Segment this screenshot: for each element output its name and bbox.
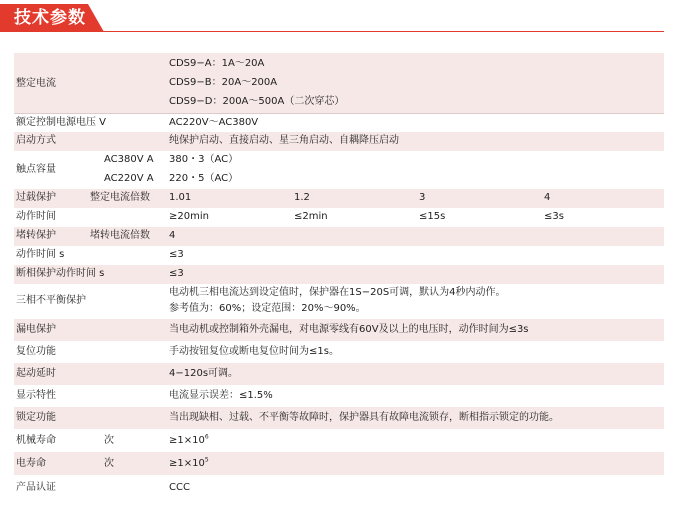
row-value: 当出现缺相、过载、不平衡等故障时，保护器具有故障电流锁存，断相指示锁定的功能。 (169, 412, 559, 423)
row-sublabel: 次 (104, 435, 114, 446)
value-exponent: 5 (204, 456, 209, 464)
table-row (14, 265, 664, 284)
table-row (14, 429, 664, 452)
row-value: 1.2 (294, 192, 310, 203)
row-label: 堵转保护 (16, 230, 56, 241)
row-value: 电动机三相电流达到设定值时，保护器在1S−20S可调，默认为4秒内动作。 (169, 287, 506, 298)
table-row (14, 189, 664, 208)
row-sublabel: 次 (104, 458, 114, 469)
row-value: 手动按钮复位或断电复位时间为≤1s。 (169, 346, 339, 357)
row-value: 220・5（AC） (169, 173, 239, 184)
row-value: AC220V～AC380V (169, 117, 259, 128)
row-sublabel: 堵转电流倍数 (90, 230, 150, 241)
row-label: 启动方式 (16, 135, 56, 146)
row-label: 触点容量 (16, 164, 56, 175)
row-value: ≥20min (169, 211, 209, 222)
row-label: 三相不平衡保护 (16, 295, 86, 306)
value-base: ≥1×10 (169, 435, 205, 446)
row-label: 额定控制电源电压 V (16, 117, 107, 128)
row-value: 1.01 (169, 192, 192, 203)
table-row (14, 452, 664, 475)
row-value: 电流显示误差：≤1.5% (169, 390, 273, 401)
table-row (14, 132, 664, 151)
row-label: 电寿命 (16, 458, 46, 469)
table-row (14, 53, 664, 113)
row-value: ≤3 (169, 268, 184, 279)
row-sublabel: AC220V A (104, 173, 154, 184)
table-row (14, 385, 664, 407)
row-label: 动作时间 (16, 211, 56, 222)
table-row (14, 113, 664, 132)
section-title: 技术参数 (14, 8, 86, 28)
row-value: 当电动机或控制箱外壳漏电，对电源零线有60V及以上的电压时，动作时间为≤3s (169, 324, 529, 335)
value-exponent: 6 (204, 433, 209, 441)
section-header (0, 0, 678, 34)
row-value: 4 (169, 230, 176, 241)
row-value (169, 434, 209, 448)
row-label: 起动延时 (16, 368, 56, 379)
row-label: 复位功能 (16, 346, 56, 357)
table-row (14, 475, 664, 500)
row-label: 锁定功能 (16, 412, 56, 423)
table-row (14, 151, 664, 189)
row-value: CDS9−A：1A～20A (169, 58, 265, 69)
row-label: 漏电保护 (16, 324, 56, 335)
row-value: CCC (169, 482, 190, 493)
table-row (14, 363, 664, 385)
row-label: 整定电流 (16, 78, 56, 89)
value-base: ≥1×10 (169, 458, 205, 469)
row-label: 机械寿命 (16, 435, 56, 446)
table-row (14, 246, 664, 265)
table-row (14, 227, 664, 246)
row-label: 过载保护 (16, 192, 56, 203)
row-sublabel: AC380V A (104, 154, 154, 165)
row-label: 断相保护动作时间 s (16, 268, 105, 279)
row-value: ≤3 (169, 249, 184, 260)
row-value: 3 (419, 192, 426, 203)
row-value: ≤15s (419, 211, 446, 222)
row-value: 纯保护启动、直接启动、星三角启动、自耦降压启动 (169, 135, 399, 146)
row-label: 产品认证 (16, 482, 56, 493)
table-row (14, 284, 664, 319)
row-value: 4 (544, 192, 551, 203)
header-rule (0, 31, 664, 32)
row-value: ≤3s (544, 211, 564, 222)
table-row (14, 341, 664, 363)
table-row (14, 319, 664, 341)
row-value: 380・3（AC） (169, 154, 239, 165)
table-row (14, 208, 664, 227)
row-value: 4−120s可调。 (169, 368, 239, 379)
row-value: 参考值为：60%；设定范围：20%～90%。 (169, 303, 366, 314)
row-value: CDS9−D：200A～500A（二次穿芯） (169, 96, 345, 107)
table-row (14, 407, 664, 429)
row-value: ≤2min (294, 211, 328, 222)
row-sublabel: 整定电流倍数 (90, 192, 150, 203)
row-label: 显示特性 (16, 390, 56, 401)
row-value: CDS9−B：20A～200A (169, 77, 278, 88)
row-value (169, 457, 209, 471)
row-label: 动作时间 s (16, 249, 65, 260)
